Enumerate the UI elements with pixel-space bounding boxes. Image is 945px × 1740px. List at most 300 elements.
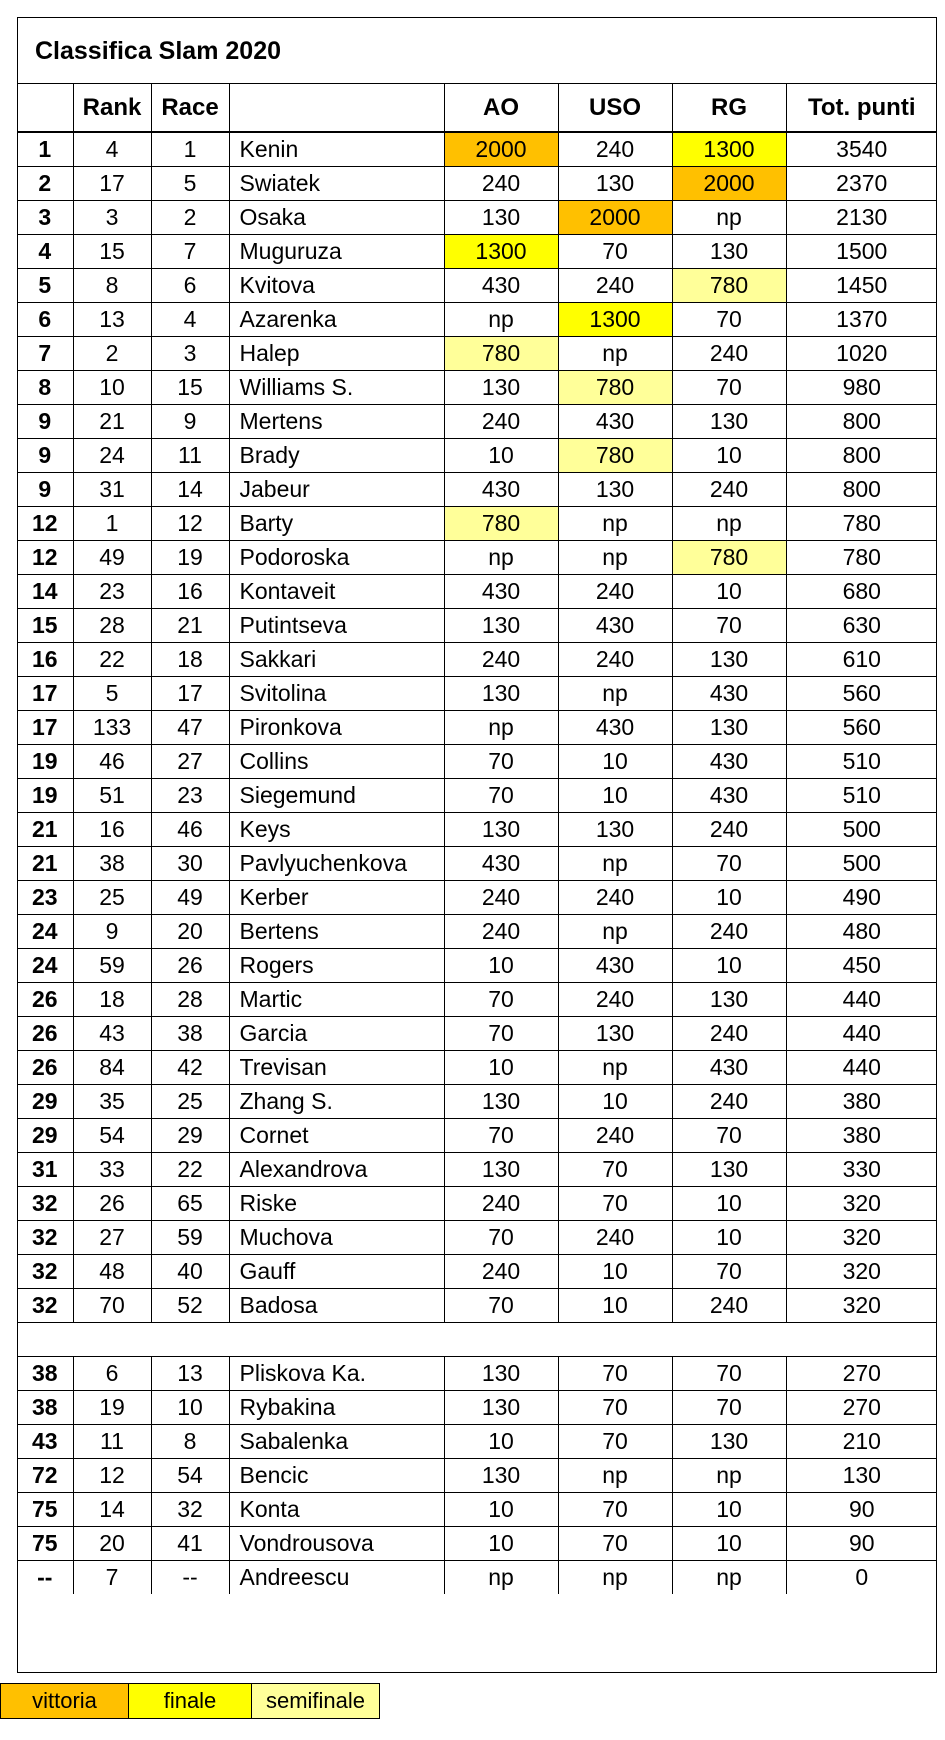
cell-rank: 28 (73, 609, 151, 643)
cell-uso: 10 (558, 745, 672, 779)
cell-position: 12 (17, 541, 73, 575)
cell-total: 90 (786, 1493, 937, 1527)
cell-position: 38 (17, 1391, 73, 1425)
cell-player-name: Halep (229, 337, 444, 371)
cell-rg: 430 (672, 677, 786, 711)
cell-ao: 70 (444, 1119, 558, 1153)
cell-rg: 70 (672, 1391, 786, 1425)
cell-race: 30 (151, 847, 229, 881)
cell-total: 560 (786, 677, 937, 711)
cell-rank: 27 (73, 1221, 151, 1255)
cell-total: 270 (786, 1357, 937, 1391)
cell-race: 2 (151, 201, 229, 235)
cell-position: 32 (17, 1289, 73, 1323)
cell-uso: 240 (558, 1119, 672, 1153)
table-row (17, 132, 937, 167)
cell-rg: np (672, 201, 786, 235)
cell-race: 6 (151, 269, 229, 303)
cell-race: 9 (151, 405, 229, 439)
cell-rg: 240 (672, 1085, 786, 1119)
cell-rank: 2 (73, 337, 151, 371)
cell-position: 19 (17, 745, 73, 779)
col-header-uso: USO (558, 84, 672, 133)
cell-total: 320 (786, 1187, 937, 1221)
cell-position: 23 (17, 881, 73, 915)
cell-rank: 22 (73, 643, 151, 677)
table-row (17, 983, 937, 1017)
cell-ao: np (444, 303, 558, 337)
cell-ao: 130 (444, 609, 558, 643)
cell-rg: 70 (672, 1119, 786, 1153)
cell-position: 32 (17, 1187, 73, 1221)
cell-rg: 780 (672, 541, 786, 575)
table-row (17, 1357, 937, 1391)
cell-player-name: Putintseva (229, 609, 444, 643)
cell-race: 25 (151, 1085, 229, 1119)
table-row (17, 677, 937, 711)
cell-ao: 430 (444, 847, 558, 881)
cell-race: 5 (151, 167, 229, 201)
cell-player-name: Kontaveit (229, 575, 444, 609)
cell-uso: 430 (558, 609, 672, 643)
cell-rg: np (672, 507, 786, 541)
cell-race: 26 (151, 949, 229, 983)
cell-total: 490 (786, 881, 937, 915)
table-row (17, 1527, 937, 1561)
cell-uso: np (558, 1051, 672, 1085)
cell-rg: 2000 (672, 167, 786, 201)
cell-race: 41 (151, 1527, 229, 1561)
cell-position: 3 (17, 201, 73, 235)
cell-uso: 240 (558, 269, 672, 303)
cell-uso: np (558, 507, 672, 541)
cell-rank: 17 (73, 167, 151, 201)
cell-position: 9 (17, 473, 73, 507)
cell-total: 130 (786, 1459, 937, 1493)
cell-player-name: Mertens (229, 405, 444, 439)
table-row (17, 1153, 937, 1187)
cell-total: 0 (786, 1561, 937, 1595)
cell-total: 800 (786, 405, 937, 439)
cell-rank: 7 (73, 1561, 151, 1595)
cell-rg: 130 (672, 1153, 786, 1187)
cell-race: 27 (151, 745, 229, 779)
cell-rank: 24 (73, 439, 151, 473)
cell-ao: 130 (444, 201, 558, 235)
cell-rg: 780 (672, 269, 786, 303)
col-header-rank: Rank (73, 84, 151, 133)
cell-position: 9 (17, 439, 73, 473)
table-row (17, 575, 937, 609)
cell-total: 630 (786, 609, 937, 643)
cell-ao: 10 (444, 439, 558, 473)
cell-total: 1450 (786, 269, 937, 303)
cell-total: 380 (786, 1119, 937, 1153)
cell-position: 43 (17, 1425, 73, 1459)
cell-total: 510 (786, 779, 937, 813)
cell-rg: 70 (672, 303, 786, 337)
cell-rg: 70 (672, 1357, 786, 1391)
cell-rank: 43 (73, 1017, 151, 1051)
cell-total: 510 (786, 745, 937, 779)
cell-rg: 10 (672, 881, 786, 915)
cell-race: 65 (151, 1187, 229, 1221)
cell-player-name: Martic (229, 983, 444, 1017)
cell-ao: 240 (444, 405, 558, 439)
cell-total: 780 (786, 541, 937, 575)
cell-rg: 430 (672, 779, 786, 813)
cell-rank: 20 (73, 1527, 151, 1561)
cell-total: 270 (786, 1391, 937, 1425)
table-row (17, 269, 937, 303)
cell-rg: 70 (672, 847, 786, 881)
cell-rg: 130 (672, 643, 786, 677)
cell-position: 21 (17, 847, 73, 881)
cell-player-name: Barty (229, 507, 444, 541)
cell-ao: 240 (444, 167, 558, 201)
cell-rg: 10 (672, 575, 786, 609)
cell-rank: 133 (73, 711, 151, 745)
cell-ao: 70 (444, 1289, 558, 1323)
cell-race: 16 (151, 575, 229, 609)
table-row (17, 473, 937, 507)
table-row (17, 1085, 937, 1119)
cell-race: 18 (151, 643, 229, 677)
cell-player-name: Kenin (229, 132, 444, 167)
col-header-total: Tot. punti (786, 84, 937, 133)
cell-rg: 240 (672, 813, 786, 847)
cell-rank: 18 (73, 983, 151, 1017)
cell-total: 2370 (786, 167, 937, 201)
cell-position: 8 (17, 371, 73, 405)
cell-rank: 8 (73, 269, 151, 303)
cell-player-name: Jabeur (229, 473, 444, 507)
cell-rank: 1 (73, 507, 151, 541)
cell-rank: 23 (73, 575, 151, 609)
table-row (17, 235, 937, 269)
cell-position: 29 (17, 1119, 73, 1153)
cell-rg: 1300 (672, 132, 786, 167)
spacer-cell (17, 1323, 937, 1357)
cell-ao: 130 (444, 1357, 558, 1391)
cell-uso: 1300 (558, 303, 672, 337)
cell-position: 24 (17, 949, 73, 983)
cell-position: 38 (17, 1357, 73, 1391)
cell-uso: 780 (558, 439, 672, 473)
cell-ao: 130 (444, 371, 558, 405)
table-row (17, 337, 937, 371)
col-header-rg: RG (672, 84, 786, 133)
cell-uso: np (558, 337, 672, 371)
cell-position: 75 (17, 1493, 73, 1527)
table-row (17, 405, 937, 439)
cell-position: 29 (17, 1085, 73, 1119)
cell-total: 800 (786, 439, 937, 473)
cell-ao: 430 (444, 269, 558, 303)
cell-race: -- (151, 1561, 229, 1595)
cell-rg: 130 (672, 405, 786, 439)
cell-total: 320 (786, 1221, 937, 1255)
cell-race: 7 (151, 235, 229, 269)
cell-player-name: Rybakina (229, 1391, 444, 1425)
cell-ao: 10 (444, 1493, 558, 1527)
cell-total: 800 (786, 473, 937, 507)
cell-uso: 70 (558, 1425, 672, 1459)
cell-ao: 240 (444, 1187, 558, 1221)
cell-total: 440 (786, 983, 937, 1017)
table-row (17, 847, 937, 881)
table-row (17, 1255, 937, 1289)
cell-uso: 70 (558, 1391, 672, 1425)
cell-player-name: Brady (229, 439, 444, 473)
standings-table (17, 83, 937, 1594)
cell-race: 12 (151, 507, 229, 541)
cell-uso: np (558, 541, 672, 575)
cell-uso: 2000 (558, 201, 672, 235)
cell-uso: 130 (558, 813, 672, 847)
cell-race: 10 (151, 1391, 229, 1425)
cell-uso: np (558, 915, 672, 949)
table-row (17, 745, 937, 779)
table-row (17, 643, 937, 677)
cell-rank: 3 (73, 201, 151, 235)
cell-rg: 130 (672, 1425, 786, 1459)
legend-finale: finale (129, 1684, 252, 1719)
table-row (17, 1187, 937, 1221)
cell-total: 560 (786, 711, 937, 745)
cell-rank: 35 (73, 1085, 151, 1119)
cell-player-name: Bencic (229, 1459, 444, 1493)
cell-ao: 130 (444, 1085, 558, 1119)
cell-position: 31 (17, 1153, 73, 1187)
cell-rg: 240 (672, 473, 786, 507)
cell-total: 3540 (786, 132, 937, 167)
cell-position: 26 (17, 1017, 73, 1051)
cell-race: 4 (151, 303, 229, 337)
cell-rg: 240 (672, 1017, 786, 1051)
cell-position: 4 (17, 235, 73, 269)
cell-uso: 70 (558, 1493, 672, 1527)
cell-uso: 780 (558, 371, 672, 405)
cell-rank: 15 (73, 235, 151, 269)
cell-rg: 430 (672, 745, 786, 779)
cell-player-name: Badosa (229, 1289, 444, 1323)
cell-ao: 130 (444, 1391, 558, 1425)
cell-position: 14 (17, 575, 73, 609)
cell-player-name: Keys (229, 813, 444, 847)
cell-race: 3 (151, 337, 229, 371)
cell-rg: 10 (672, 1187, 786, 1221)
cell-uso: 240 (558, 983, 672, 1017)
cell-total: 1020 (786, 337, 937, 371)
cell-uso: 130 (558, 473, 672, 507)
cell-player-name: Podoroska (229, 541, 444, 575)
cell-rank: 49 (73, 541, 151, 575)
cell-uso: 70 (558, 235, 672, 269)
cell-uso: 240 (558, 132, 672, 167)
cell-race: 49 (151, 881, 229, 915)
col-header-pos (17, 84, 73, 133)
table-row (17, 1051, 937, 1085)
cell-race: 15 (151, 371, 229, 405)
table-row (17, 1561, 937, 1595)
cell-player-name: Pironkova (229, 711, 444, 745)
cell-position: 19 (17, 779, 73, 813)
cell-rg: 10 (672, 949, 786, 983)
cell-race: 42 (151, 1051, 229, 1085)
cell-rank: 21 (73, 405, 151, 439)
cell-race: 28 (151, 983, 229, 1017)
col-header-name (229, 84, 444, 133)
cell-ao: 70 (444, 745, 558, 779)
cell-position: 32 (17, 1221, 73, 1255)
table-row (17, 881, 937, 915)
cell-rank: 59 (73, 949, 151, 983)
cell-rank: 51 (73, 779, 151, 813)
cell-race: 38 (151, 1017, 229, 1051)
cell-race: 20 (151, 915, 229, 949)
cell-race: 32 (151, 1493, 229, 1527)
table-row (17, 1391, 937, 1425)
cell-ao: 70 (444, 1221, 558, 1255)
cell-uso: 240 (558, 575, 672, 609)
legend-vittoria: vittoria (1, 1684, 129, 1719)
table-row (17, 1017, 937, 1051)
cell-rg: 10 (672, 439, 786, 473)
table-row (17, 1459, 937, 1493)
cell-ao: 130 (444, 1459, 558, 1493)
cell-rg: 70 (672, 371, 786, 405)
cell-uso: 70 (558, 1357, 672, 1391)
cell-uso: 10 (558, 1255, 672, 1289)
cell-total: 500 (786, 813, 937, 847)
cell-player-name: Kerber (229, 881, 444, 915)
cell-player-name: Pavlyuchenkova (229, 847, 444, 881)
table-row (17, 371, 937, 405)
cell-uso: 10 (558, 1085, 672, 1119)
cell-race: 52 (151, 1289, 229, 1323)
cell-rank: 84 (73, 1051, 151, 1085)
cell-race: 40 (151, 1255, 229, 1289)
cell-player-name: Vondrousova (229, 1527, 444, 1561)
cell-uso: 430 (558, 405, 672, 439)
cell-player-name: Alexandrova (229, 1153, 444, 1187)
cell-player-name: Bertens (229, 915, 444, 949)
cell-player-name: Siegemund (229, 779, 444, 813)
cell-player-name: Williams S. (229, 371, 444, 405)
cell-rank: 13 (73, 303, 151, 337)
cell-position: 17 (17, 711, 73, 745)
cell-total: 480 (786, 915, 937, 949)
cell-uso: 70 (558, 1527, 672, 1561)
cell-rank: 48 (73, 1255, 151, 1289)
cell-rg: np (672, 1459, 786, 1493)
cell-position: 17 (17, 677, 73, 711)
cell-race: 46 (151, 813, 229, 847)
cell-uso: 10 (558, 1289, 672, 1323)
standings-body (17, 132, 937, 1594)
cell-rank: 4 (73, 132, 151, 167)
cell-ao: 240 (444, 643, 558, 677)
table-row (17, 167, 937, 201)
cell-total: 680 (786, 575, 937, 609)
cell-position: 7 (17, 337, 73, 371)
cell-race: 47 (151, 711, 229, 745)
cell-rank: 5 (73, 677, 151, 711)
cell-position: 15 (17, 609, 73, 643)
cell-rank: 9 (73, 915, 151, 949)
cell-player-name: Riske (229, 1187, 444, 1221)
cell-rank: 31 (73, 473, 151, 507)
cell-uso: 430 (558, 711, 672, 745)
cell-player-name: Swiatek (229, 167, 444, 201)
cell-rank: 70 (73, 1289, 151, 1323)
cell-rank: 33 (73, 1153, 151, 1187)
cell-ao: 240 (444, 915, 558, 949)
cell-uso: 240 (558, 643, 672, 677)
cell-rg: 70 (672, 609, 786, 643)
cell-uso: 130 (558, 1017, 672, 1051)
cell-ao: 130 (444, 1153, 558, 1187)
cell-uso: np (558, 1561, 672, 1595)
table-row (17, 507, 937, 541)
table-row (17, 1119, 937, 1153)
cell-total: 980 (786, 371, 937, 405)
cell-uso: 240 (558, 881, 672, 915)
cell-total: 500 (786, 847, 937, 881)
cell-race: 54 (151, 1459, 229, 1493)
cell-position: 5 (17, 269, 73, 303)
cell-rg: 70 (672, 1255, 786, 1289)
header-row (17, 84, 937, 133)
cell-position: 16 (17, 643, 73, 677)
cell-uso: 10 (558, 779, 672, 813)
cell-position: -- (17, 1561, 73, 1595)
cell-position: 72 (17, 1459, 73, 1493)
cell-total: 330 (786, 1153, 937, 1187)
cell-total: 320 (786, 1255, 937, 1289)
cell-rg: np (672, 1561, 786, 1595)
cell-uso: 70 (558, 1153, 672, 1187)
cell-total: 320 (786, 1289, 937, 1323)
cell-ao: 780 (444, 337, 558, 371)
cell-rank: 54 (73, 1119, 151, 1153)
cell-race: 59 (151, 1221, 229, 1255)
cell-rank: 16 (73, 813, 151, 847)
cell-total: 440 (786, 1017, 937, 1051)
cell-rank: 38 (73, 847, 151, 881)
cell-ao: 70 (444, 983, 558, 1017)
cell-position: 2 (17, 167, 73, 201)
cell-race: 13 (151, 1357, 229, 1391)
cell-ao: 430 (444, 575, 558, 609)
cell-position: 12 (17, 507, 73, 541)
cell-player-name: Kvitova (229, 269, 444, 303)
cell-player-name: Sabalenka (229, 1425, 444, 1459)
cell-ao: 10 (444, 1051, 558, 1085)
cell-uso: np (558, 677, 672, 711)
cell-player-name: Svitolina (229, 677, 444, 711)
cell-uso: 430 (558, 949, 672, 983)
cell-rg: 130 (672, 235, 786, 269)
cell-player-name: Rogers (229, 949, 444, 983)
cell-ao: 240 (444, 881, 558, 915)
cell-ao: 2000 (444, 132, 558, 167)
table-row (17, 439, 937, 473)
cell-uso: 240 (558, 1221, 672, 1255)
cell-rank: 6 (73, 1357, 151, 1391)
cell-ao: 70 (444, 1017, 558, 1051)
